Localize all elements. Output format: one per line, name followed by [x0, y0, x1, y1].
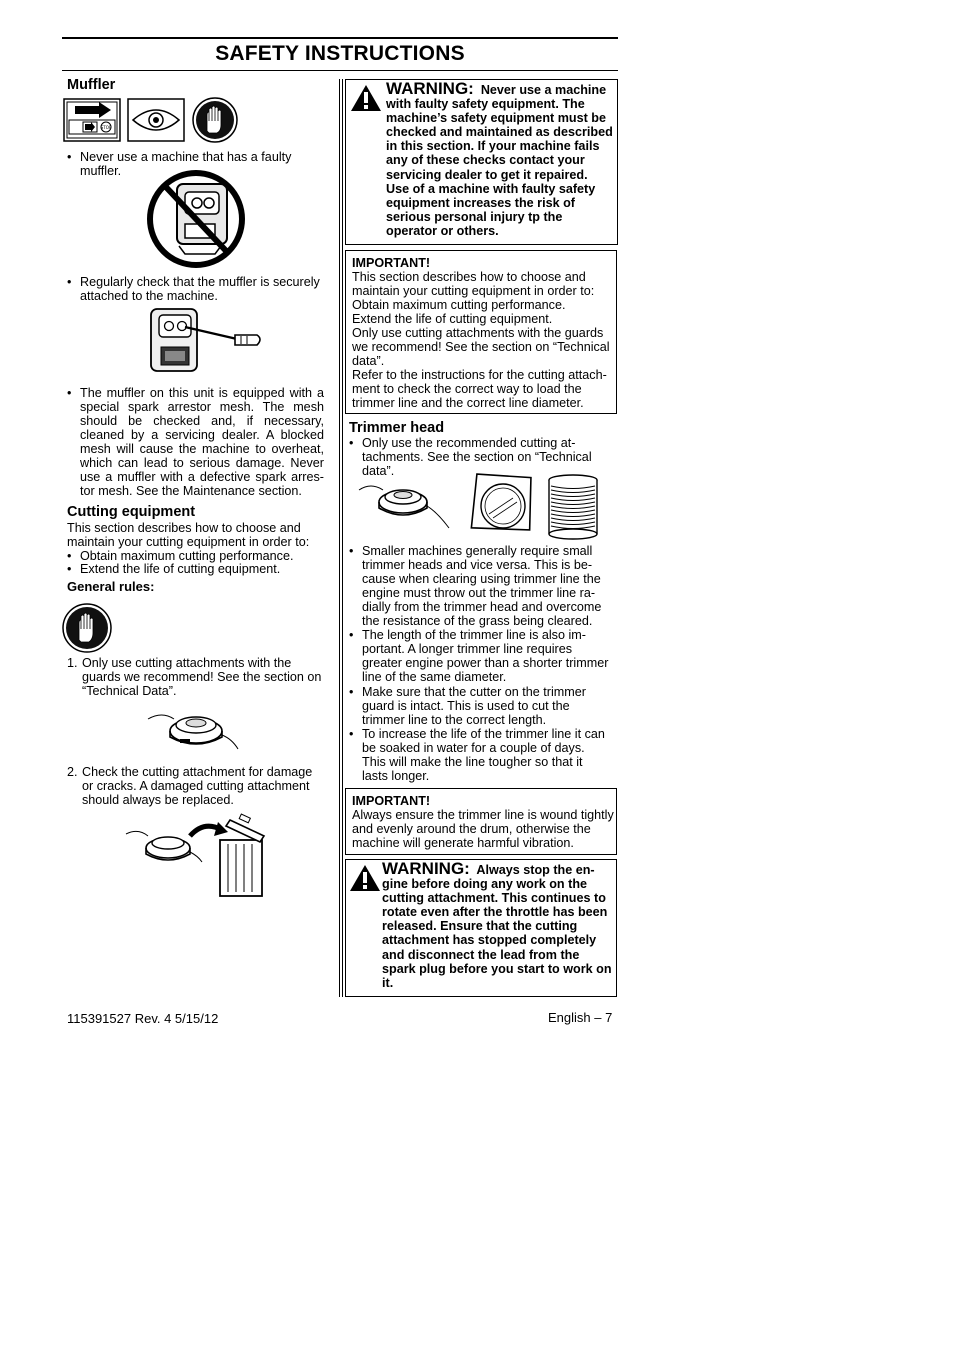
prohibited-icon	[145, 168, 249, 270]
trimmer-line-products-illustration	[357, 472, 607, 549]
rule-2-text: Check the cutting attachment for damage or cracks. A damaged cutting attachment should always be replaced.	[82, 765, 313, 807]
warning-triangle-icon	[350, 84, 382, 112]
important-1-line-5: Refer to the instructions for the cutting attach- ment to check the correct way to load the trimmer line and the correct line diameter.	[352, 368, 607, 410]
rule-1	[67, 656, 322, 698]
bullet-dot: •	[67, 549, 72, 563]
gloves-icon	[62, 603, 112, 653]
muffler-bullet-1-text: Never use a machine that has a faulty muffler.	[80, 150, 292, 178]
bullet-dot: •	[67, 562, 72, 576]
trimmer-bullet-3	[349, 628, 611, 684]
eye-icon	[127, 98, 185, 142]
rule-2-number: 2.	[67, 765, 78, 779]
cutting-intro: This section describes how to choose and maintain your cutting equipment in order to:	[67, 521, 310, 549]
trimmer-bullet-3-text: The length of the trimmer line is also im- portant. A longer trimmer line requires greater engine power than a shorter trimmer line of the same diameter.	[362, 628, 609, 684]
cutting-item-2	[67, 562, 332, 576]
trimmer-bullet-1-text: Only use the recommended cutting at- tachments. See the section on “Technical data”.	[362, 436, 592, 478]
trimmer-head-illustration-1	[146, 705, 242, 760]
cutting-item-2-text: Extend the life of cutting equipment.	[80, 562, 281, 576]
top-rule	[62, 37, 618, 39]
warning-triangle-1	[350, 84, 382, 117]
bullet-dot: •	[67, 386, 72, 400]
screwdriver-icon	[145, 305, 267, 377]
trimmer-head-icon	[146, 705, 242, 755]
bullet-dot: •	[67, 275, 72, 289]
warning-1-content	[386, 79, 613, 238]
general-rules-heading: General rules:	[67, 579, 155, 594]
read-manual-symbol	[63, 98, 121, 147]
important-1-label: IMPORTANT!	[352, 256, 431, 270]
gloves-symbol	[191, 97, 239, 148]
faulty-muffler-prohibited-illustration	[145, 168, 249, 275]
page-title: SAFETY INSTRUCTIONS	[215, 42, 465, 65]
important-1-content	[352, 256, 614, 410]
important-box-1	[345, 250, 617, 414]
warning-triangle-2	[349, 864, 381, 897]
important-1-line-1: This section describes how to choose and maintain your cutting equipment in order to:	[352, 270, 595, 298]
warning-1-text: Never use a machine with faulty safety equipment. The machine’s safety equipment must be checked and maintained as described in this section. If your machine fails any of these checks contact your servicing dealer to get it repaired. Use of a machine with faulty safety equipment increases the risk of serious personal injury tp the operator or others.	[386, 83, 613, 238]
warning-2-content	[382, 859, 612, 990]
footer-page-number: English – 7	[548, 1010, 613, 1025]
muffler-screwdriver-illustration	[145, 305, 267, 382]
trimmer-head-heading: Trimmer head	[349, 420, 445, 436]
cutting-item-1-text: Obtain maximum cutting performance.	[80, 549, 294, 563]
title-rule	[62, 70, 618, 71]
bullet-dot: •	[349, 685, 354, 699]
muffler-bullet-3-text: The muffler on this unit is equipped with a special spark arrestor mesh. The mesh should be checked and, if necessary, cleaned by a servicing dealer. A blocked mesh will cause the machine to overheat, which can lead to serious damage. Never use a muffler with a defective spark arres- tor mesh. See the Maintenance section.	[80, 386, 324, 498]
important-2-content	[352, 794, 614, 850]
trash-bin-icon	[124, 810, 270, 898]
trimmer-bullet-4-text: Make sure that the cutter on the trimmer guard is intact. This is used to cut the trimmer line to the correct length.	[362, 685, 586, 727]
cutting-equipment-heading: Cutting equipment	[67, 504, 196, 520]
warning-1-label: WARNING:	[386, 79, 474, 98]
trimmer-bullet-2	[349, 544, 611, 628]
warning-2-label: WARNING:	[382, 859, 470, 878]
trimmer-bullet-2-text: Smaller machines generally require small trimmer heads and vice versa. This is be- cause when clearing using trimmer line the engine must throw out the trimmer line ra- dially from the trimmer head and overcome the resistance of the grass being cleared.	[362, 544, 602, 628]
gloves-icon	[191, 97, 239, 143]
rule-1-number: 1.	[67, 656, 78, 670]
trimmer-bullet-4	[349, 685, 611, 727]
read-manual-icon	[63, 98, 121, 142]
muffler-bullet-2	[67, 275, 332, 303]
important-1-line-4: Only use cutting attachments with the guards we recommend! See the section on “Technical data”.	[352, 326, 610, 368]
bullet-dot: •	[349, 544, 354, 558]
bullet-dot: •	[349, 436, 354, 450]
svg-text:STOP: STOP	[100, 125, 112, 130]
trimmer-line-icon	[357, 472, 607, 544]
important-2-text: Always ensure the trimmer line is wound tightly and evenly around the drum, otherwise the machine will generate harmful vibration.	[352, 808, 614, 850]
rule-1-text: Only use cutting attachments with the guards we recommend! See the section on “Technical Data”.	[82, 656, 322, 698]
gloves-symbol-2	[62, 603, 112, 658]
warning-triangle-icon	[349, 864, 381, 892]
replace-damaged-attachment-illustration	[124, 810, 270, 903]
important-1-line-2: Obtain maximum cutting performance.	[352, 298, 566, 312]
trimmer-bullet-5-text: To increase the life of the trimmer line it can be soaked in water for a couple of days. This will make the line tougher so that it lasts longer.	[362, 727, 605, 783]
important-box-2	[345, 788, 617, 855]
important-1-line-3: Extend the life of cutting equipment.	[352, 312, 553, 326]
muffler-bullet-3	[67, 386, 324, 498]
column-divider-inner	[342, 79, 343, 997]
footer-document-number: 115391527 Rev. 4 5/15/12	[67, 1011, 219, 1026]
column-divider	[339, 79, 340, 997]
bullet-dot: •	[349, 727, 354, 741]
bullet-dot: •	[67, 150, 72, 164]
muffler-bullet-2-text: Regularly check that the muffler is securely attached to the machine.	[80, 275, 320, 303]
cutting-item-1	[67, 549, 332, 563]
trimmer-bullet-5	[349, 727, 611, 783]
muffler-heading: Muffler	[67, 77, 116, 93]
warning-box-2	[345, 859, 617, 997]
important-2-label: IMPORTANT!	[352, 794, 431, 808]
warning-2-text: Always stop the en- gine before doing any work on the cutting attachment. This continues to rotate even after the throttle has been released. Ensure that the cutting attachment has stopped completely and disconnect the lead from the spark plug before you start to work on it.	[382, 863, 612, 990]
warning-box-1	[345, 79, 618, 245]
rule-2	[67, 765, 322, 807]
eye-protection-symbol	[127, 98, 185, 147]
bullet-dot: •	[349, 628, 354, 642]
